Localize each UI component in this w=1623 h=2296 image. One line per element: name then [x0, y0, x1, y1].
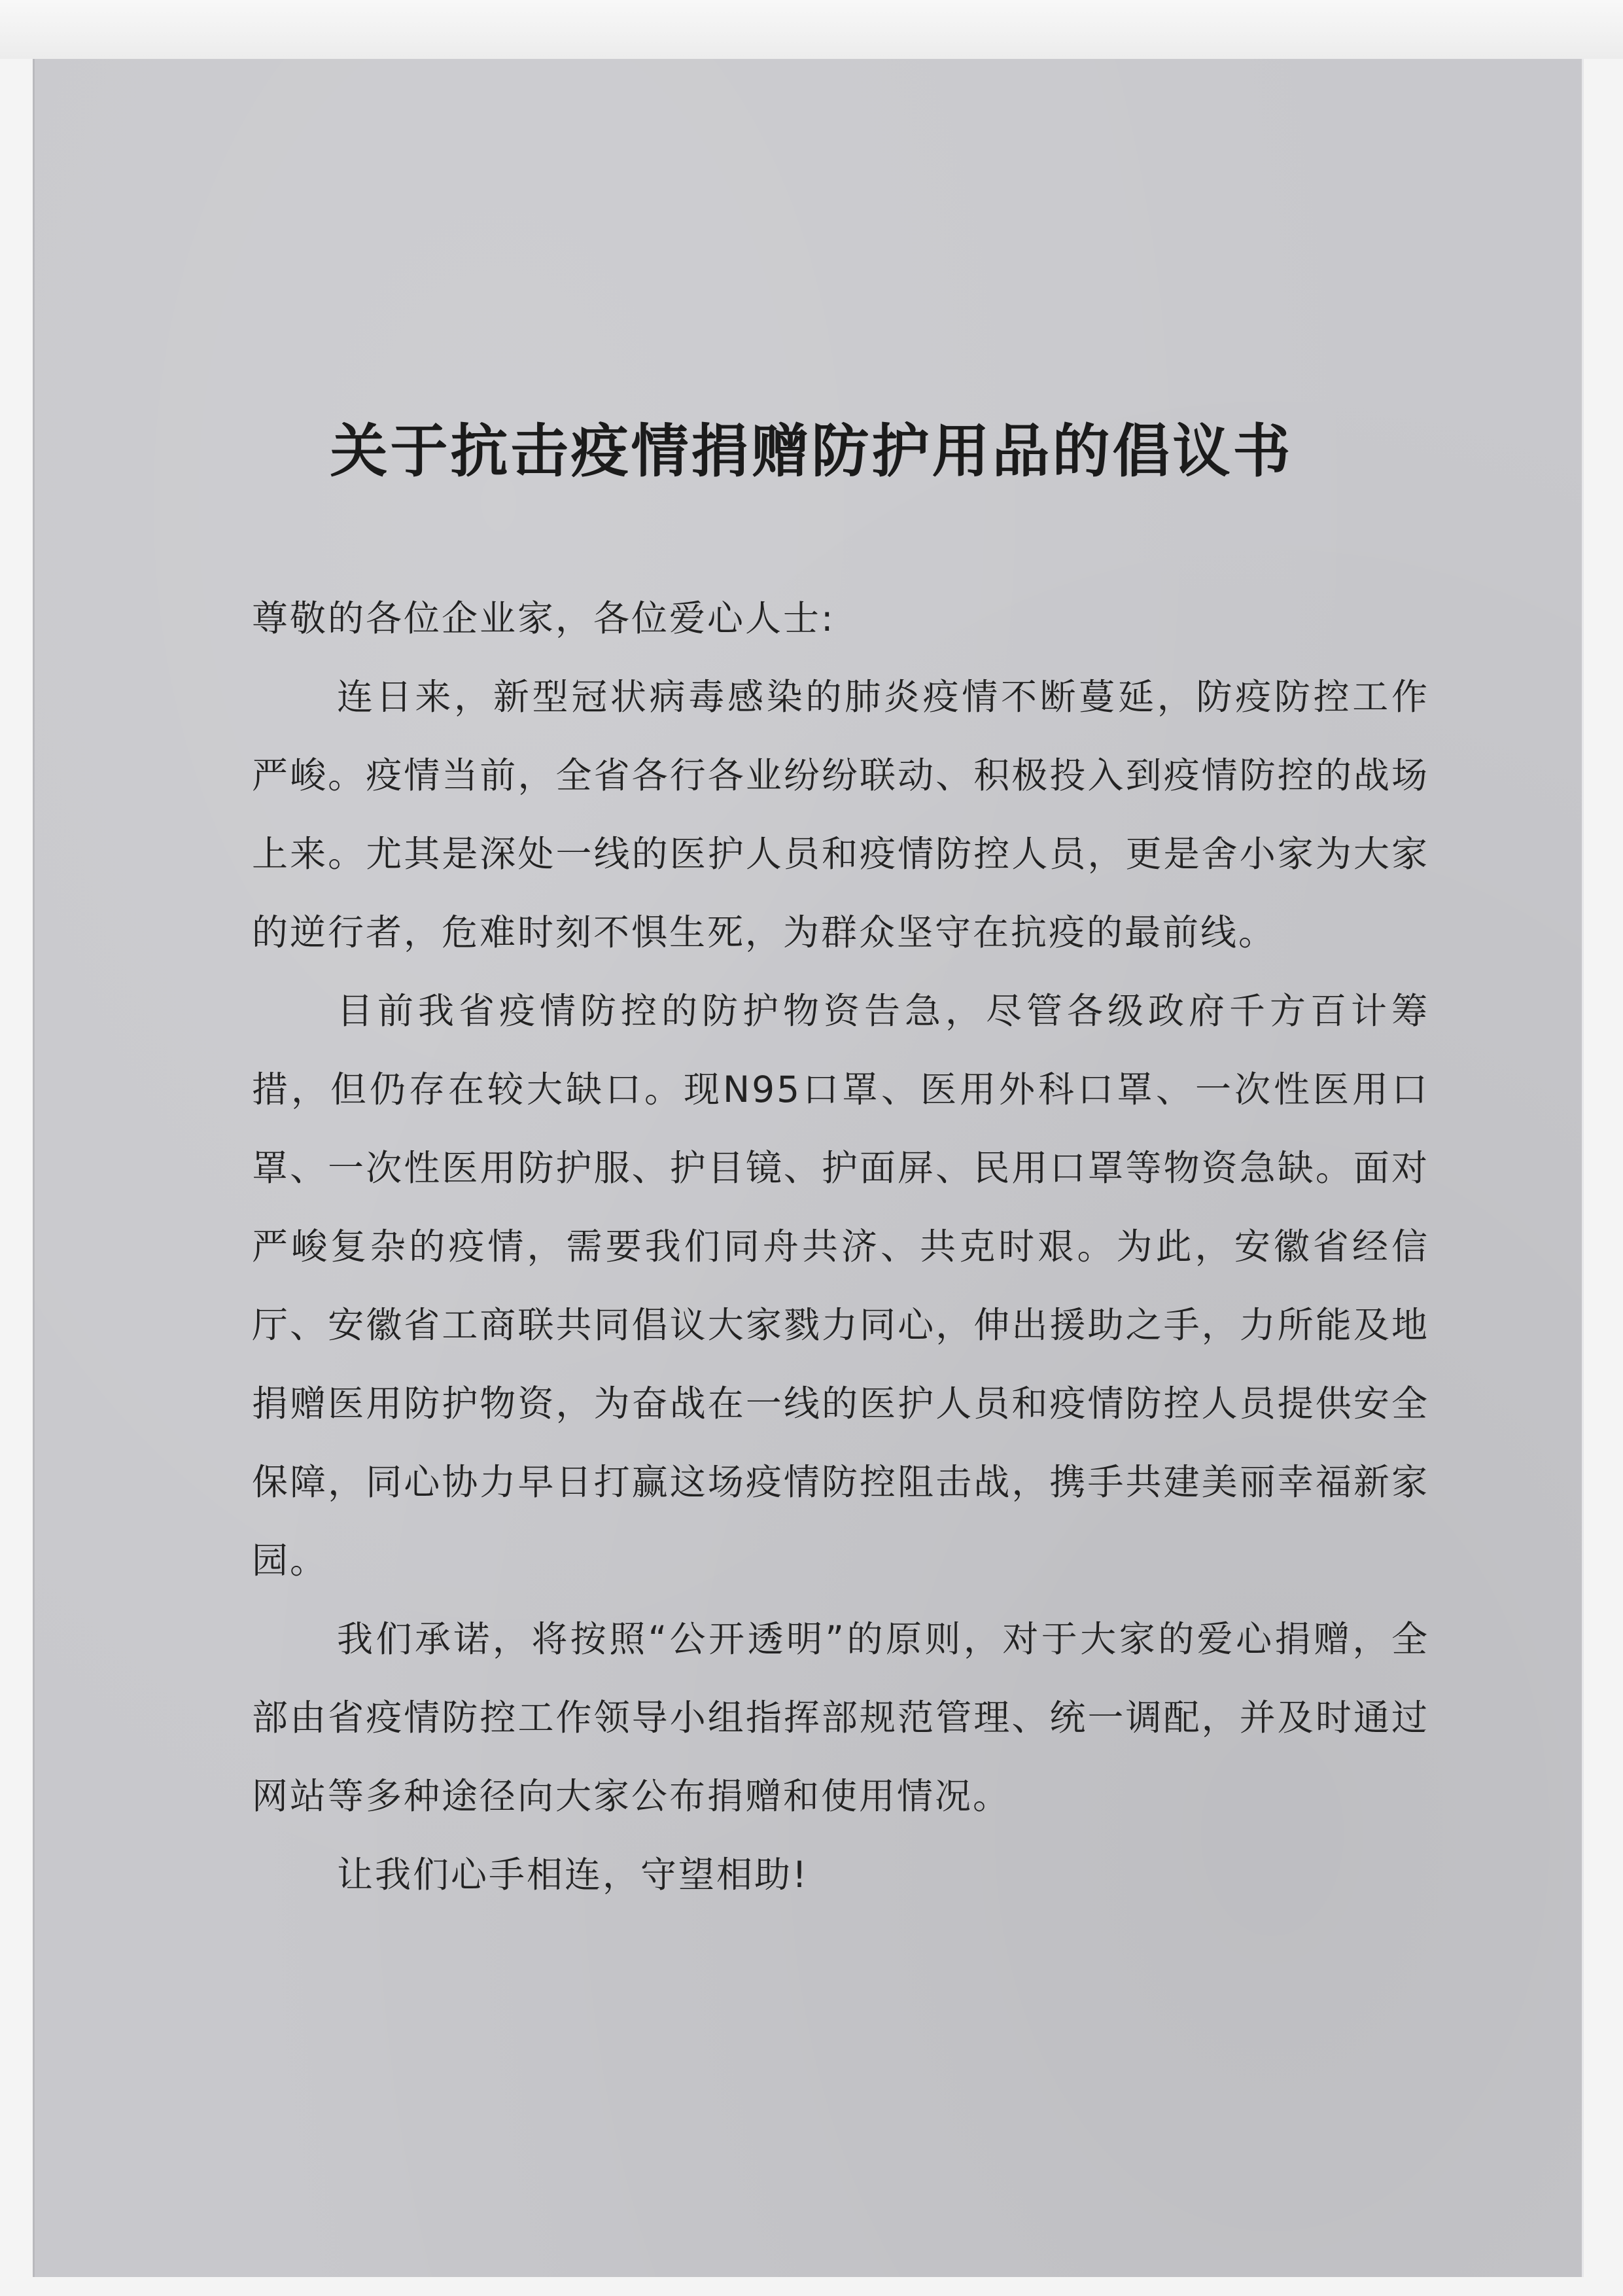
- scan-border: [0, 0, 1623, 59]
- paragraph-1: 连日来，新型冠状病毒感染的肺炎疫情不断蔓延，防疫防控工作严峻。疫情当前，全省各行各业纷纷联动、积极投入到疫情防控的战场上来。尤其是深处一线的医护人员和疫情防控人员，更是舍小家为大家的逆行者，危难时刻不惧生死，为群众坚守在抗疫的最前线。: [252, 676, 1429, 953]
- salutation: 尊敬的各位企业家，各位爱心人士:: [252, 597, 835, 639]
- document-body: [252, 579, 1429, 1914]
- paragraph-3: 我们承诺，将按照“公开透明”的原则，对于大家的爱心捐赠，全部由省疫情防控工作领导小组指挥部规范管理、统一调配，并及时通过网站等多种途径向大家公布捐赠和使用情况。: [252, 1618, 1429, 1817]
- document-title: 关于抗击疫情捐赠防护用品的倡议书: [330, 417, 1293, 485]
- paragraph-2: 目前我省疫情防控的防护物资告急，尽管各级政府千方百计筹措，但仍存在较大缺口。现N95口罩、医用外科口罩、一次性医用口罩、一次性医用防护服、护目镜、护面屏、民用口罩等物资急缺。面对严峻复杂的疫情，需要我们同舟共济、共克时艰。为此，安徽省经信厅、安徽省工商联共同倡议大家戮力同心，伸出援助之手，力所能及地捐赠医用防护物资，为奋战在一线的医护人员和疫情防控人员提供安全保障，同心协力早日打赢这场疫情防控阻击战，携手共建美丽幸福新家园。: [252, 990, 1429, 1581]
- closing-line: 让我们心手相连，守望相助!: [337, 1854, 809, 1896]
